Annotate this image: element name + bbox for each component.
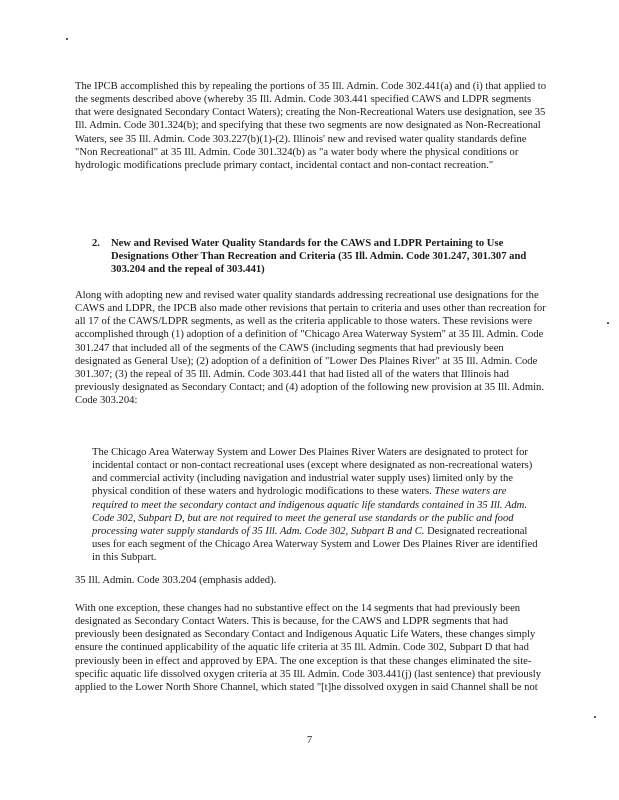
paragraph-repeal: The IPCB accomplished this by repealing the portions of 35 Ill. Admin. Code 302.441(a) and (i) that applied to the segments described above (whereby 35 Ill. Admin. Code 303.441 specified CAWS and LDPR segments that were designated Secondary Contact Waters); creating the Non-Recreational Waters use designation, see 35 Ill. Admin. Code 301.324(b); and specifying that these two segments are now designated as Non-Recreational Waters, see 35 Ill. Admin. Code 303.227(b)(1)-(2). Illinois' new and revised water quality standards define "Non Recreational" at 35 Ill. Admin. Code 301.324(b) as "a water body where the physical conditions or hydrologic modifications preclude primary contact, incidental contact and non-contact recreation." xyxy=(75,81,547,171)
quote-text-end: Designated recreational uses for each segment of the Chicago Area Waterway System and Lower Des Plaines River are identified in this Subpart. xyxy=(92,525,538,564)
section-heading xyxy=(92,237,540,276)
paragraph-exception: With one exception, these changes had no substantive effect on the 14 segments that had previously been designated as Secondary Contact Waters. This is because, for the CAWS and LDPR segments that had previously been designated as Secondary Contact and Indigenous Aquatic Life Waters, these changes simply ensure the continued applicability of the aquatic life criteria at 35 Ill. Admin. Code 302, Subpart D that had previously been in effect and approved by EPA. The one exception is that these changes eliminated the site-specific aquatic life dissolved oxygen criteria at 35 Ill. Admin. Code 303.441(j) (last sentence) that previously applied to the Lower North Shore Channel, which stated "[t]he dissolved oxygen in said Channel shall be not xyxy=(75,603,541,693)
quote-emphasis: These waters are required to meet the secondary contact and indigenous aquatic life standards contained in 35 Ill. Adm. Code 302, Subpart D, but are not required to meet the general use standards or the public and food processing water supply standards of 35 Ill. Adm. Code 302, Subpart B and C. xyxy=(92,486,527,537)
scan-speck xyxy=(594,716,596,718)
scan-speck xyxy=(607,322,609,324)
scan-speck xyxy=(66,38,68,40)
section-number: 2. xyxy=(92,238,100,249)
quote-text: The Chicago Area Waterway System and Lower Des Plaines River Waters are designated to protect for incidental contact or non-contact recreational uses (except where designated as non-recreational waters) and commercial activity (including navigation and industrial water supply uses) limited only by the physical condition of these waters and hydrologic modifications to these waters. xyxy=(92,447,533,498)
quote-citation: 35 Ill. Admin. Code 303.204 (emphasis added). xyxy=(75,575,277,586)
section-heading-text: New and Revised Water Quality Standards for the CAWS and LDPR Pertaining to Use Designations Other Than Recreation and Criteria (35 Ill. Admin. Code 301.247, 301.307 and 303.204 and the repeal of 303.441) xyxy=(111,238,527,276)
page-number: 7 xyxy=(306,735,313,746)
paragraph-revisions: Along with adopting new and revised water quality standards addressing recreational use designations for the CAWS and LDPR, the IPCB also made other revisions that pertain to criteria and uses other than recreation for all 17 of the CAWS/LDPR segments, as well as the criteria applicable to those waters. These revisions were accomplished through (1) adoption of a definition of "Chicago Area Waterway System" at 35 Ill. Admin. Code 301.247 that included all of the segments of the CAWS (including segments that had previously been designated as General Use); (2) adoption of a definition of "Lower Des Plaines River" at 35 Ill. Admin. Code 301.307; (3) the repeal of 35 Ill. Admin. Code 303.441 that had listed all of the waters that Illinois had previously designated as Secondary Contact; and (4) adoption of the following new provision at 35 Ill. Admin. Code 303.204: xyxy=(75,290,546,407)
block-quote xyxy=(92,446,544,564)
